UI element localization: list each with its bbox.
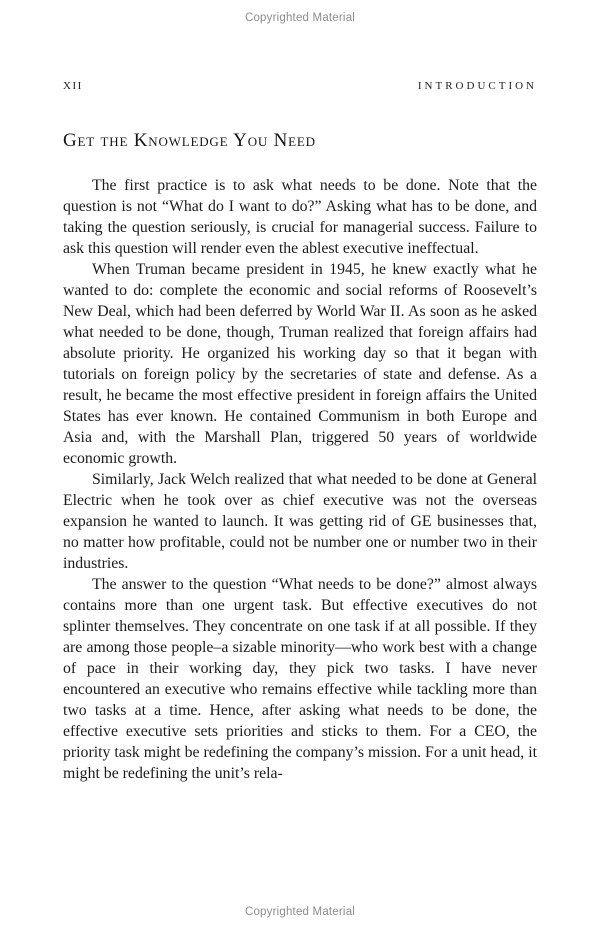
body-text xyxy=(63,175,537,784)
page-number: XII xyxy=(63,80,83,92)
paragraph: The answer to the question “What needs to be done?” almost always contains more than one urgent task. But effective executives do not splinter themselves. They concentrate on one task if at all possible. If they are among those people–a sizable minority—who work best with a change of pace in their working day, they pick two tasks. I have never encountered an executive who remains effective while tackling more than two tasks at a time. Hence, after asking what needs to be done, the effective executive sets priorities and sticks to them. For a CEO, the priority task might be redefining the company’s mission. For a unit head, it might be redefining the unit’s rela- xyxy=(63,576,537,782)
paragraph: The first practice is to ask what needs to be done. Note that the question is not “What do I want to do?” Asking what has to be done, and taking the question seriously, is crucial for managerial success. Failure to ask this question will render even the ablest executive ineffectual. xyxy=(63,177,537,257)
copyright-notice-bottom: Copyrighted Material xyxy=(244,906,356,918)
paragraph: When Truman became president in 1945, he knew exactly what he wanted to do: complete the economic and social reforms of Roosevelt’s New Deal, which had been deferred by World War II. As soon as he asked what needed to be done, though, Truman realized that foreign affairs had absolute priority. He organized his working day so that it began with tutorials on foreign policy by the secretaries of state and defense. As a result, he became the most effective president in foreign affairs the United States has ever known. He contained Communism in both Europe and Asia and, with the Marshall Plan, triggered 50 years of worldwide economic growth. xyxy=(63,261,537,467)
running-title: INTRODUCTION xyxy=(417,80,537,92)
copyright-notice-top: Copyrighted Material xyxy=(244,12,356,24)
paragraph: Similarly, Jack Welch realized that what needed to be done at General Electric when he took over as chief executive was not the overseas expansion he wanted to launch. It was getting rid of GE businesses that, no matter how profitable, could not be number one or number two in their industries. xyxy=(63,471,537,572)
section-heading: Get the Knowledge You Need xyxy=(63,130,316,151)
running-header xyxy=(63,80,537,92)
